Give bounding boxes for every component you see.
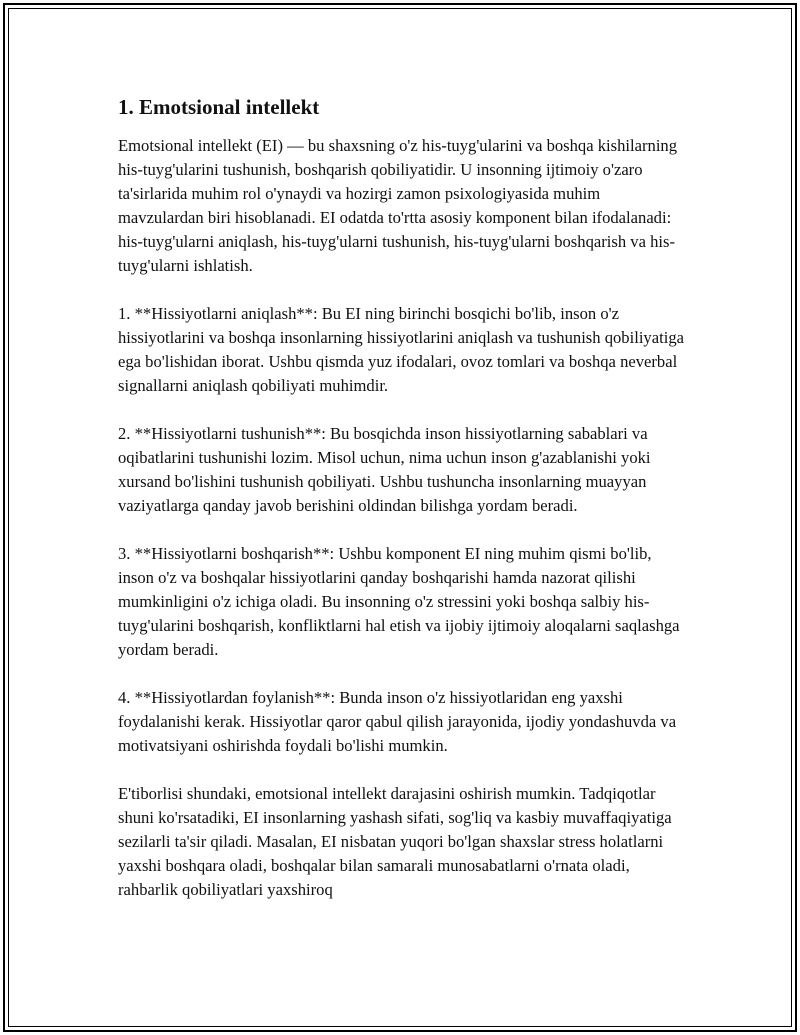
paragraph-conclusion: E'tiborlisi shundaki, emotsional intellekt darajasini oshirish mumkin. Tadqiqotlar shuni ko'rsatadiki, EI insonlarning yashash sifati, sog'liq va kasbiy muvaffaqiyatiga sezilarli ta'sir qiladi. Masalan, EI nisbatan yuqori bo'lgan shaxslar stress holatlarni yaxshi boshqara oladi, boshqalar bilan samarali munosabatlarni o'rnata oladi, rahbarlik qobiliyatlari yaxshiroq <box>118 784 672 899</box>
document-body <box>118 94 688 926</box>
paragraph-item-2: 2. **Hissiyotlarni tushunish**: Bu bosqichda inson hissiyotlarning sabablari va oqibatlarini tushunishi lozim. Misol uchun, nima uchun inson g'azablanishi yoki xursand bo'lishini tushunish qobiliyati. Ushbu tushuncha insonlarning muayyan vaziyatlarga qanday javob berishini oldindan bilishga yordam beradi. <box>118 424 651 515</box>
paragraph-intro: Emotsional intellekt (EI) — bu shaxsning o'z his-tuyg'ularini va boshqa kishilarning his-tuyg'ularini tushunish, boshqarish qobiliyatidir. U insonning ijtimoiy o'zaro ta'sirlarida muhim rol o'ynaydi va hozirgi zamon psixologiyasida muhim mavzulardan biri hisoblanadi. EI odatda to'rtta asosiy komponent bilan ifodalanadi: his-tuyg'ularni aniqlash, his-tuyg'ularni tushunish, his-tuyg'ularni boshqarish va his-tuyg'ularni ishlatish. <box>118 136 678 275</box>
paragraph-item-1: 1. **Hissiyotlarni aniqlash**: Bu EI ning birinchi bosqichi bo'lib, inson o'z hissiyotlarini va boshqa insonlarning hissiyotlarini aniqlash va tushunish qobiliyatiga ega bo'lishidan iborat. Ushbu qismda yuz ifodalari, ovoz tomlari va boshqa neverbal signallarni aniqlash qobiliyati muhimdir. <box>118 304 684 395</box>
paragraph-item-4: 4. **Hissiyotlardan foylanish**: Bunda inson o'z hissiyotlaridan eng yaxshi foydalanishi kerak. Hissiyotlar qaror qabul qilish jarayonida, ijodiy yondashuvda va motivatsiyani oshirishda foydali bo'lishi mumkin. <box>118 688 677 755</box>
paragraph-item-3: 3. **Hissiyotlarni boshqarish**: Ushbu komponent EI ning muhim qismi bo'lib, inson o'z va boshqalar hissiyotlarini qanday boshqarishi hamda nazorat qilishi mumkinligini o'z ichiga oladi. Bu insonning o'z stressini yoki boshqa salbiy his-tuyg'ularini boshqarish, konfliktlarni hal etish va ijobiy ijtimoiy aloqalarni saqlashga yordam beradi. <box>118 544 680 659</box>
section-heading: 1. Emotsional intellekt <box>118 95 320 119</box>
